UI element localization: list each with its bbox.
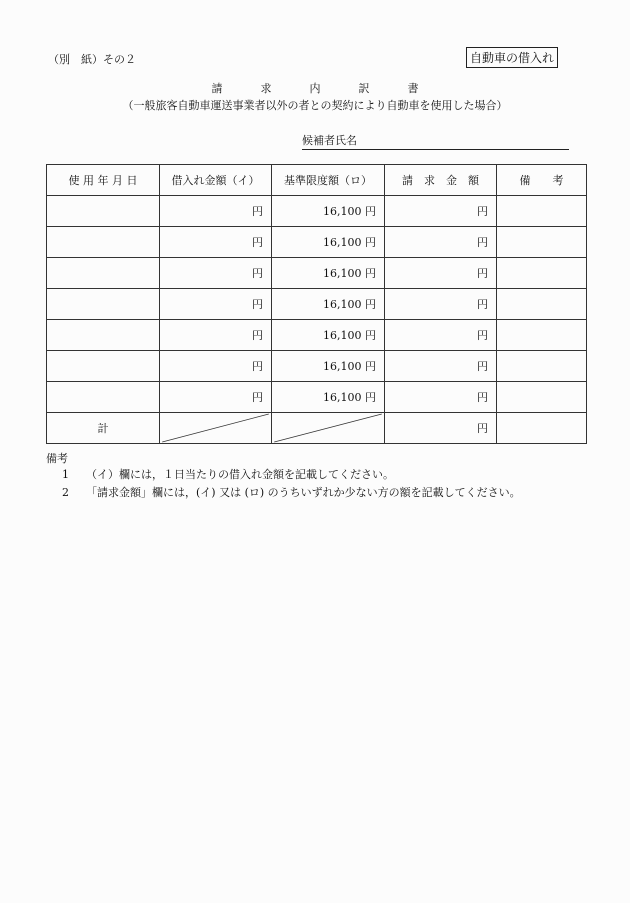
disabled-diagonal-cell xyxy=(272,413,385,444)
notes-heading: 備考 xyxy=(46,452,68,465)
note-item xyxy=(62,466,394,482)
header-borrow-amount: 借入れ金額（イ） xyxy=(160,165,272,196)
total-row xyxy=(47,413,587,444)
table-row xyxy=(47,289,587,320)
document-subtitle: （一般旅客自動車運送事業者以外の者との契約により自動車を使用した場合） xyxy=(122,99,508,112)
date-cell[interactable] xyxy=(47,227,160,258)
total-claim-cell[interactable]: 円 xyxy=(385,413,497,444)
borrow-cell[interactable]: 円 xyxy=(160,351,272,382)
date-cell[interactable] xyxy=(47,382,160,413)
diagonal-strike xyxy=(272,413,384,443)
limit-cell: 16,100 円 xyxy=(272,351,385,382)
note-text: 「請求金額」欄には，(イ) 又は (ロ) のうちいずれか少ない方の額を記載してください。 xyxy=(86,486,521,499)
remarks-cell[interactable] xyxy=(497,382,587,413)
limit-cell: 16,100 円 xyxy=(272,382,385,413)
vehicle-rental-box-label: 自動車の借入れ xyxy=(466,47,558,68)
header-claim-amount: 請 求 金 額 xyxy=(385,165,497,196)
table-row xyxy=(47,196,587,227)
claim-cell[interactable]: 円 xyxy=(385,196,497,227)
claim-breakdown-table xyxy=(46,164,587,444)
date-cell[interactable] xyxy=(47,289,160,320)
claim-cell[interactable]: 円 xyxy=(385,382,497,413)
candidate-name-field[interactable]: 候補者氏名 xyxy=(302,132,569,150)
limit-cell: 16,100 円 xyxy=(272,227,385,258)
header-date: 使 用 年 月 日 xyxy=(47,165,160,196)
borrow-cell[interactable]: 円 xyxy=(160,382,272,413)
borrow-cell[interactable]: 円 xyxy=(160,227,272,258)
total-label: 計 xyxy=(47,413,160,444)
remarks-cell[interactable] xyxy=(497,289,587,320)
remarks-cell[interactable] xyxy=(497,227,587,258)
remarks-cell[interactable] xyxy=(497,320,587,351)
attachment-label: （別 紙）その２ xyxy=(48,53,136,66)
borrow-cell[interactable]: 円 xyxy=(160,320,272,351)
table-header-row xyxy=(47,165,587,196)
table-row xyxy=(47,227,587,258)
claim-cell[interactable]: 円 xyxy=(385,227,497,258)
note-number: 1 xyxy=(62,468,69,481)
limit-cell: 16,100 円 xyxy=(272,289,385,320)
disabled-diagonal-cell xyxy=(160,413,272,444)
table-row xyxy=(47,320,587,351)
claim-cell[interactable]: 円 xyxy=(385,320,497,351)
total-remarks-cell[interactable] xyxy=(497,413,587,444)
note-text: （イ）欄には，１日当たりの借入れ金額を記載してください。 xyxy=(86,468,394,481)
claim-cell[interactable]: 円 xyxy=(385,289,497,320)
date-cell[interactable] xyxy=(47,320,160,351)
document-title: 請求内訳書 xyxy=(211,82,457,95)
limit-cell: 16,100 円 xyxy=(272,258,385,289)
date-cell[interactable] xyxy=(47,196,160,227)
claim-cell[interactable]: 円 xyxy=(385,351,497,382)
borrow-cell[interactable]: 円 xyxy=(160,196,272,227)
table-row xyxy=(47,351,587,382)
limit-cell: 16,100 円 xyxy=(272,196,385,227)
table-row xyxy=(47,258,587,289)
borrow-cell[interactable]: 円 xyxy=(160,289,272,320)
claim-cell[interactable]: 円 xyxy=(385,258,497,289)
diagonal-strike xyxy=(160,413,271,443)
note-number: 2 xyxy=(62,486,69,499)
remarks-cell[interactable] xyxy=(497,351,587,382)
note-item xyxy=(62,484,521,500)
date-cell[interactable] xyxy=(47,351,160,382)
date-cell[interactable] xyxy=(47,258,160,289)
borrow-cell[interactable]: 円 xyxy=(160,258,272,289)
remarks-cell[interactable] xyxy=(497,258,587,289)
header-remarks: 備 考 xyxy=(497,165,587,196)
remarks-cell[interactable] xyxy=(497,196,587,227)
table-row xyxy=(47,382,587,413)
header-limit-amount: 基準限度額（ロ） xyxy=(272,165,385,196)
limit-cell: 16,100 円 xyxy=(272,320,385,351)
